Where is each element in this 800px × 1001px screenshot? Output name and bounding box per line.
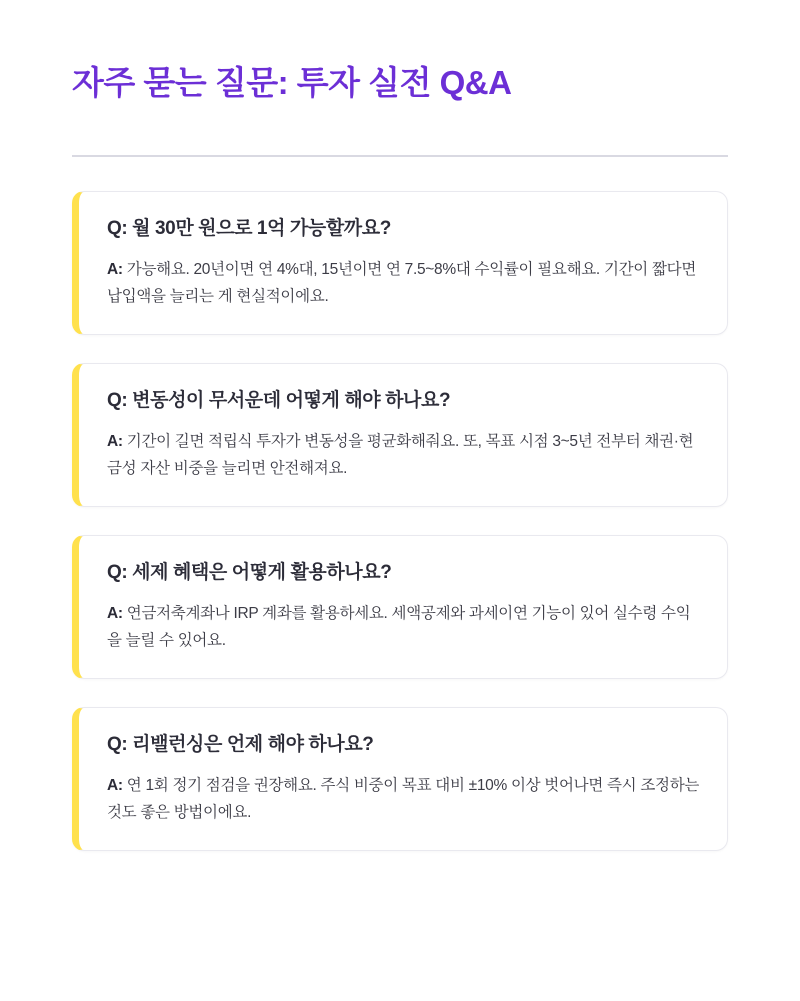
faq-question: Q: 세제 혜택은 어떻게 활용하나요? bbox=[107, 562, 392, 584]
page-title: 자주 묻는 질문: 투자 실전 Q&A bbox=[72, 64, 512, 101]
answer-tag: A: bbox=[107, 260, 123, 278]
answer-text: 연 1회 정기 점검을 권장해요. 주식 비중이 목표 대비 ±10% 이상 벗어나면 즉시 조정하는 것도 좋은 방법이에요. bbox=[107, 776, 700, 821]
answer-tag: A: bbox=[107, 776, 123, 794]
answer-text: 가능해요. 20년이면 연 4%대, 15년이면 연 7.5~8%대 수익률이 필요해요. 기간이 짧다면 납입액을 늘리는 게 현실적이에요. bbox=[107, 260, 696, 306]
faq-card bbox=[72, 363, 728, 507]
faq-card bbox=[72, 191, 728, 335]
answer-tag: A: bbox=[107, 604, 123, 622]
answer-text: 연금저축계좌나 IRP 계좌를 활용하세요. 세액공제와 과세이연 기능이 있어 실수령 수익을 늘릴 수 있어요. bbox=[107, 604, 691, 649]
faq-card bbox=[72, 535, 728, 679]
answer-text: 기간이 길면 적립식 투자가 변동성을 평균화해줘요. 또, 목표 시점 3~5년 전부터 채권·현금성 자산 비중을 늘리면 안전해져요. bbox=[107, 432, 694, 477]
faq-question: Q: 리밸런싱은 언제 해야 하나요? bbox=[107, 733, 374, 755]
answer-tag: A: bbox=[107, 432, 123, 450]
faq-answer bbox=[107, 428, 701, 482]
faq-answer bbox=[107, 256, 701, 310]
faq-answer bbox=[107, 600, 701, 654]
faq-question: Q: 월 30만 원으로 1억 가능할까요? bbox=[107, 218, 391, 240]
faq-card bbox=[72, 707, 728, 851]
faq-question: Q: 변동성이 무서운데 어떻게 해야 하나요? bbox=[107, 390, 451, 412]
faq-answer bbox=[107, 772, 701, 826]
faq-list bbox=[72, 191, 728, 851]
title-divider bbox=[72, 155, 728, 157]
